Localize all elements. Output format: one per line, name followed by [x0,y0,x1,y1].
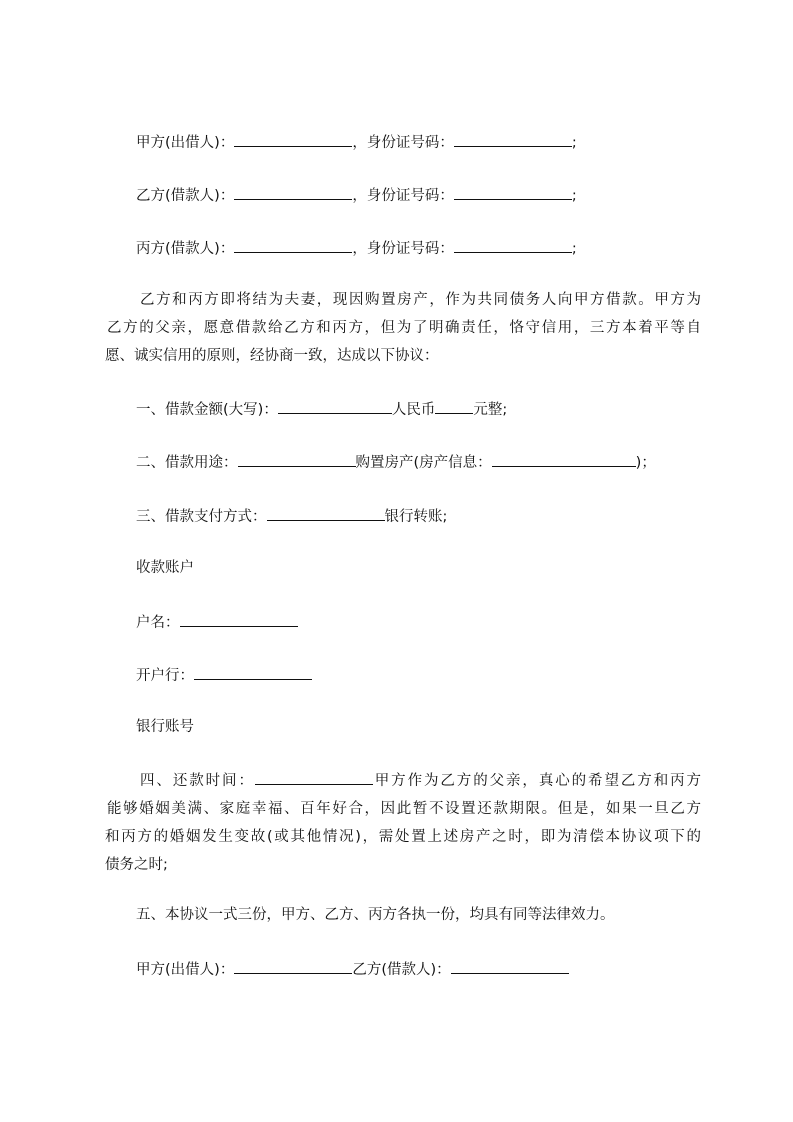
account-bank-label: 开户行： [136,668,194,684]
account-title: 收款账户 [136,560,194,576]
party-c-name-blank [234,237,352,253]
party-b-name-blank [234,184,352,200]
signature-line [136,958,569,980]
party-b-end: ; [571,188,577,204]
clause-4-line: 能够婚姻美满、家庭幸福、百年好合，因此暂不设置还款期限。但是，如果一旦乙方 [107,801,701,817]
clause-4-first-tail: 甲方作为乙方的父亲，真心的希望乙方和丙方 [372,773,702,789]
clause-1-label: 一、借款金额(大写)： [136,402,278,418]
party-a-line [136,131,577,153]
party-c-id-label: ，身份证号码： [352,241,454,257]
party-c-label: 丙方(借款人)： [136,241,235,257]
clause-2-end: )； [635,455,656,471]
clause-5: 五、本协议一式三份，甲方、乙方、丙方各执一份，均具有同等法律效力。 [136,907,615,923]
clause-2-label: 二、借款用途： [136,455,238,471]
party-a-end: ; [571,135,577,151]
clause-4 [105,767,701,879]
account-name-line [136,611,298,633]
property-info-blank [492,451,636,467]
account-bank-line [136,664,312,686]
account-bank-blank [194,664,312,680]
property-info-label: 购置房产(房产信息： [355,455,492,471]
party-a-id-blank [454,131,572,147]
clause-3-end: 银行转账; [384,509,448,525]
amount-number-blank [435,398,473,414]
account-number-label: 银行账号 [136,719,194,735]
signature-party-b-label: 乙方(借款人)： [352,962,451,978]
party-b-id-label: ，身份证号码： [352,188,454,204]
intro-line: 乙方和丙方即将结为夫妻，现因购置房产，作为共同债务人向甲方借款。甲方为 [140,292,701,308]
clause-2 [136,451,656,473]
payment-method-blank [267,505,385,521]
clause-4-label: 四、还款时间： [140,773,255,789]
clause-4-first-line [105,767,701,795]
party-c-id-blank [454,237,572,253]
clause-4-line: 和丙方的婚姻发生变故(或其他情况)，需处置上述房产之时，即为清偿本协议项下的 [105,829,701,845]
amount-blank [278,398,392,414]
repayment-time-blank [255,769,373,785]
party-a-label: 甲方(出借人)： [136,135,235,151]
party-a-id-label: ，身份证号码： [352,135,454,151]
party-c-end: ; [571,241,577,257]
account-name-blank [180,611,298,627]
intro-paragraph [105,286,701,370]
signature-party-a-label: 甲方(出借人)： [136,962,235,978]
purpose-blank [238,451,356,467]
party-a-name-blank [234,131,352,147]
clause-3 [136,505,447,527]
party-b-id-blank [454,184,572,200]
account-name-label: 户名： [136,615,180,631]
intro-line: 乙方的父亲，愿意借款给乙方和丙方，但为了明确责任，恪守信用，三方本着平等自 [107,320,701,336]
party-c-line [136,237,577,259]
signature-party-a-blank [234,958,352,974]
clause-3-label: 三、借款支付方式： [136,509,267,525]
signature-party-b-blank [451,958,569,974]
intro-line: 愿、诚实信用的原则，经协商一致，达成以下协议： [105,348,439,364]
currency-label: 人民币 [391,402,436,418]
party-b-line [136,184,577,206]
party-b-label: 乙方(借款人)： [136,188,235,204]
clause-1-end: 元整; [473,402,508,418]
clause-4-line: 债务之时; [105,857,168,873]
clause-1 [136,398,507,420]
